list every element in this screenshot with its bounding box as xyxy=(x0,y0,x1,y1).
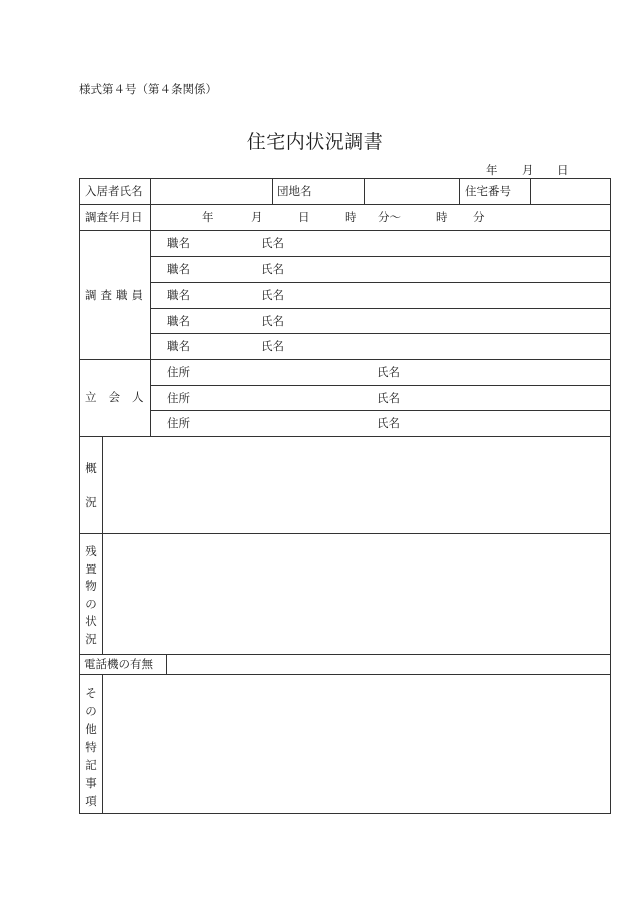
survey-month-label: 月 xyxy=(251,210,263,224)
column-divider xyxy=(530,179,531,204)
investigator-position-label: 職名 xyxy=(167,288,190,302)
resident-name-label: 入居者氏名 xyxy=(85,184,143,198)
remaining-items-label: 残 置 物 の 状 況 xyxy=(85,544,97,646)
investigator-position-label: 職名 xyxy=(167,262,190,276)
row-divider xyxy=(80,533,610,534)
column-divider xyxy=(166,654,167,674)
survey-date-label: 調査年月日 xyxy=(85,210,143,224)
investigator-name-label: 氏名 xyxy=(261,236,284,250)
column-divider xyxy=(102,436,103,654)
investigators-label: 調査職員 xyxy=(85,288,147,302)
row-divider xyxy=(150,282,610,283)
survey-day-label: 日 xyxy=(298,210,310,224)
investigator-position-label: 職名 xyxy=(167,314,190,328)
date-month-label: 月 xyxy=(522,163,534,177)
column-divider xyxy=(459,179,460,204)
column-divider xyxy=(364,179,365,204)
complex-name-label: 団地名 xyxy=(277,184,312,198)
form-number: 様式第４号（第４条関係） xyxy=(79,82,217,96)
witness-address-label: 住所 xyxy=(167,391,190,405)
witness-name-label: 氏名 xyxy=(377,365,400,379)
witness-address-label: 住所 xyxy=(167,416,190,430)
witness-name-label: 氏名 xyxy=(377,391,400,405)
witnesses-label: 立会人 xyxy=(85,390,156,404)
survey-hour-label: 時 xyxy=(345,210,357,224)
witness-address-label: 住所 xyxy=(167,365,190,379)
telephone-label: 電話機の有無 xyxy=(84,657,153,671)
overview-label: 概 況 xyxy=(85,461,97,509)
column-divider xyxy=(272,179,273,204)
other-notes-label: そ の 他 特 記 事 項 xyxy=(85,686,97,808)
investigator-name-label: 氏名 xyxy=(261,288,284,302)
investigator-position-label: 職名 xyxy=(167,339,190,353)
row-divider xyxy=(80,674,610,675)
row-divider xyxy=(150,256,610,257)
survey-form-table xyxy=(79,178,611,814)
survey-minute-from-label: 分～ xyxy=(378,210,401,224)
investigator-name-label: 氏名 xyxy=(261,314,284,328)
row-divider xyxy=(150,333,610,334)
date-year-label: 年 xyxy=(486,163,498,177)
row-divider xyxy=(80,436,610,437)
row-divider xyxy=(80,359,610,360)
house-number-label: 住宅番号 xyxy=(465,184,511,198)
row-divider xyxy=(150,308,610,309)
row-divider xyxy=(150,385,610,386)
row-divider xyxy=(150,410,610,411)
witness-name-label: 氏名 xyxy=(377,416,400,430)
row-divider xyxy=(80,654,610,655)
row-divider xyxy=(80,204,610,205)
survey-year-label: 年 xyxy=(202,210,214,224)
column-divider xyxy=(102,674,103,814)
investigator-name-label: 氏名 xyxy=(261,339,284,353)
date-day-label: 日 xyxy=(557,163,569,177)
investigator-position-label: 職名 xyxy=(167,236,190,250)
page-title: 住宅内状況調書 xyxy=(246,131,384,153)
survey-minute-to-label: 分 xyxy=(473,210,485,224)
survey-hour-to-label: 時 xyxy=(436,210,448,224)
row-divider xyxy=(80,230,610,231)
investigator-name-label: 氏名 xyxy=(261,262,284,276)
